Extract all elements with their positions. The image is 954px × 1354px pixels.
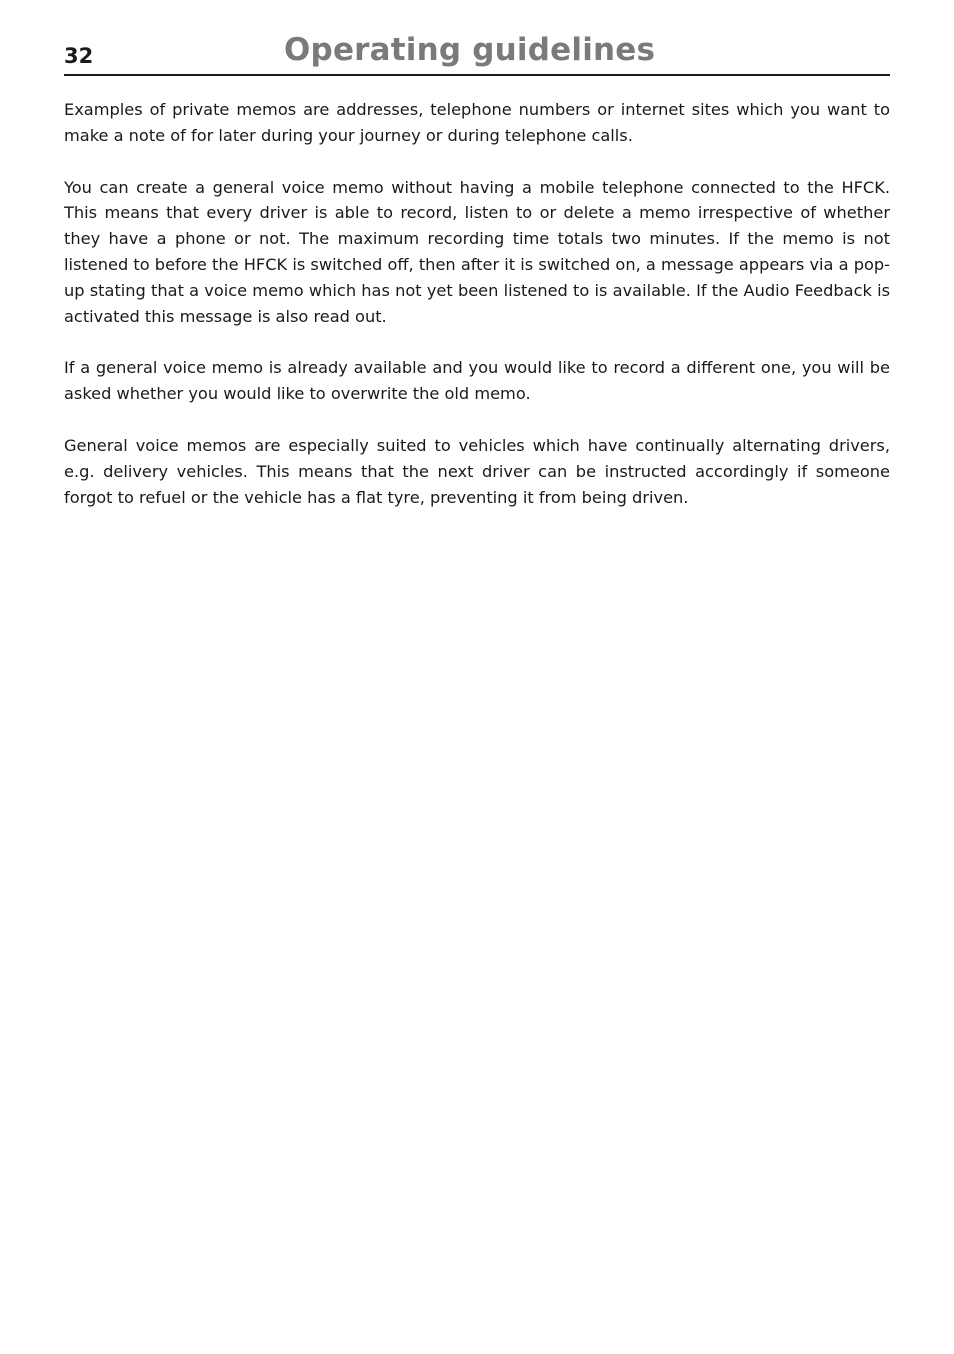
paragraph-overwrite-memo: If a general voice memo is already available and you would like to record a different one, you will be asked whether you would like to overwrite the old memo. (64, 358, 890, 404)
paragraph-private-memos: Examples of private memos are addresses, telephone numbers or internet sites which you want to make a note of for later during your journey or during telephone calls. (64, 100, 890, 145)
page-number: 32 (64, 44, 94, 68)
page-title: Operating guidelines (284, 32, 656, 68)
paragraph-alternating-drivers: General voice memos are especially suited to vehicles which have continually alternating drivers, e.g. delivery vehicles. This means that the next driver can be instructed accordingly if someone forgot to refuel or the vehicle has a flat tyre, preventing it from being driven. (64, 435, 890, 507)
page-body (64, 97, 890, 536)
paragraph-general-voice-memo: You can create a general voice memo without having a mobile telephone connected to the HFCK. This means that every driver is able to record, listen to or delete a memo irrespective of whether they have a phone or not. The maximum recording time totals two minutes. If the memo is not listened to before the HFCK is switched off, then after it is switched on, a message appears via a pop-up stating that a voice memo which has not yet been listened to is available. If the Audio Feedback is activated this message is also read out. (64, 177, 890, 326)
page-header (64, 30, 890, 76)
